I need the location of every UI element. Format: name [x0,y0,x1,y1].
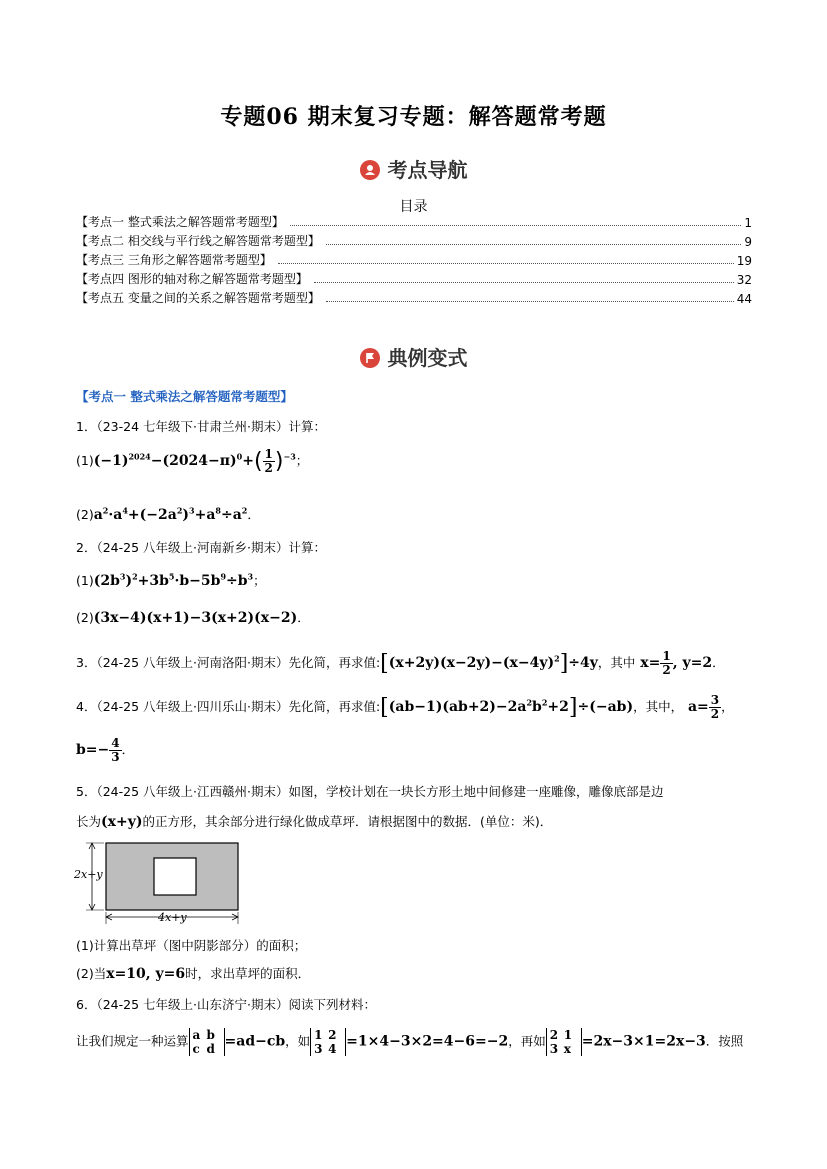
question-5: 5．（24-25 八年级上·江西赣州·期末）如图，学校计划在一块长方形土地中间修建一座雕像，雕像底部是边 [76,784,664,799]
question-4: 4．（24-25 八年级上·四川乐山·期末）先化简，再求值$:[(ab-1)(ab+2)-2a^2b^2+2]\div(-ab)$，其中， a= $\frac{3}{2}$ ， [76,693,734,721]
toc-item[interactable]: 【考点一 整式乘法之解答题常考题型】 1 [76,215,752,230]
toc-item[interactable]: 【考点二 相交线与平行线之解答题常考题型】 9 [76,234,752,249]
fig-bottom-label: 4x+y [158,911,187,924]
question-3: 3．（24-25 八年级上·河南洛阳·期末）先化简，再求值$:[(x+2y)(x-2y)-(x-4y)^2]\div 4y$，其中 x= $\frac{1}{2}$ , y=2． [76,649,725,677]
question-1: 1．（23-24 七年级下·甘肃兰州·期末）计算： [76,419,326,434]
topic-label: 【考点一 整式乘法之解答题常考题型】 [76,389,293,404]
nav-heading [0,154,827,183]
toc-title: 目录 [399,199,428,215]
q6-definition: 让我们规定一种运算 a b c d =ad−cb，如 1 2 3 4 =1×4−3×2=4−6=−2，再如 2 1 3 x =2x−3×1=2x−3．按照 [76,1028,744,1056]
question-2: 2．（24-25 八年级上·河南新乡·期末）计算： [76,540,326,555]
question-6: 6．（24-25 七年级上·山东济宁·期末）阅读下列材料： [76,997,376,1012]
q5-part2: (2)当x=10, y=6时，求出草坪的面积． [76,966,311,982]
toc-item[interactable]: 【考点五 变量之间的关系之解答题常考题型】 44 [76,291,752,306]
q1-part2: $(2)a^2\cdot a^4+(-2a^2)^3+a^8\div a^2$． [76,505,260,523]
q1-part1: $(1)(-1)^{2024}-(2024-\pi)^0+$( $\frac{1}{2}$ )$^{-3}$； [76,447,309,475]
statue-square [154,858,196,895]
q5-part1: (1)计算出草坪（图中阴影部分）的面积； [76,938,307,953]
examples-heading [0,342,827,371]
lawn-figure [72,838,244,928]
q2-part1: $(1)(2b^3)^2+3b^5\cdot b-5b^9\div b^3$； [76,571,266,589]
fig-left-label: 2x+y [74,868,103,881]
toc-item[interactable]: 【考点三 三角形之解答题常考题型】 19 [76,253,752,268]
q4-b-value: b=− $\frac{4}{3}$ ． [76,736,135,764]
page-title: 专题06 期末复习专题：解答题常考题 [220,104,607,130]
toc-item[interactable]: 【考点四 图形的轴对称之解答题常考题型】 32 [76,272,752,287]
q2-part2: (2)(3x−4)(x+1)−3(x+2)(x−2)． [76,610,310,626]
question-5-line2: 长为(x+y)的正方形，其余部分进行绿化做成草坪．请根据图中的数据．(单位：米)． [76,814,553,830]
flag-icon [360,348,380,368]
user-icon [360,160,380,180]
nav-heading-text: 考点导航 [387,158,468,182]
examples-heading-text: 典例变式 [387,346,468,370]
